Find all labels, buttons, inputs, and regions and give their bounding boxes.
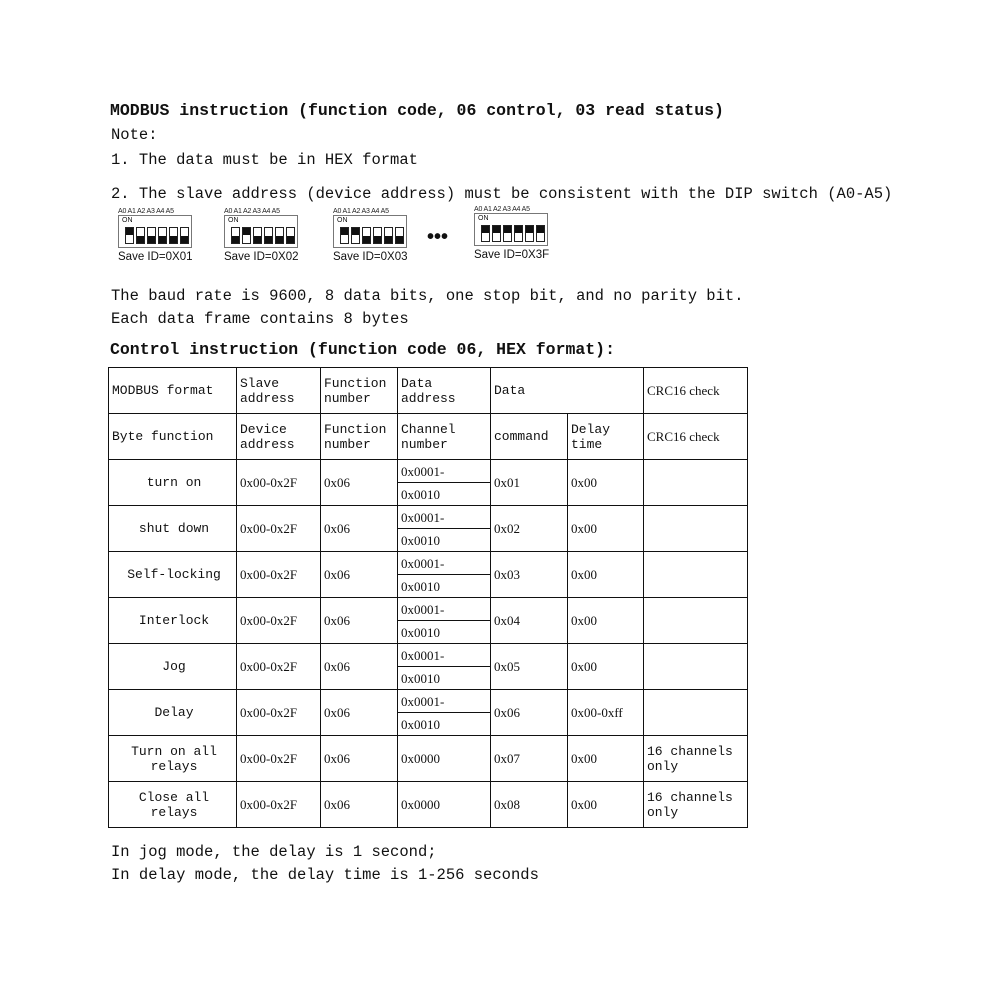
- dip-toggle: [231, 227, 240, 244]
- dip-toggle-knob: [126, 228, 133, 235]
- row-function-name: Close all relays: [109, 782, 237, 828]
- dip-toggle-knob: [254, 236, 261, 243]
- row-address: 0x00-0x2F: [237, 690, 321, 736]
- header-byte-function: Byte function: [109, 414, 237, 460]
- row-note: [644, 644, 748, 690]
- dip-toggle: [525, 225, 534, 242]
- ellipsis: •••: [427, 226, 449, 248]
- dip-switch-body: [224, 215, 298, 248]
- footer-jog-note: In jog mode, the delay is 1 second;: [111, 843, 437, 861]
- row-channel-end: 0x0010: [398, 483, 491, 506]
- dip-toggle-knob: [504, 226, 511, 233]
- row-note: [644, 598, 748, 644]
- table-row: [109, 644, 748, 667]
- dip-pin-labels: A0 A1 A2 A3 A4 A5: [474, 206, 530, 213]
- row-function-code: 0x06: [321, 644, 398, 690]
- dip-toggle: [340, 227, 349, 244]
- dip-on-label: ON: [478, 215, 489, 222]
- note-slave-address: 2. The slave address (device address) must be consistent with the DIP switch (A0-A5): [111, 185, 893, 203]
- dip-on-label: ON: [228, 217, 239, 224]
- row-address: 0x00-0x2F: [237, 736, 321, 782]
- baud-rate-text: The baud rate is 9600, 8 data bits, one stop bit, and no parity bit.: [111, 287, 744, 305]
- row-command: 0x07: [491, 736, 568, 782]
- row-function-code: 0x06: [321, 552, 398, 598]
- row-channel: 0x0000: [398, 782, 491, 828]
- row-channel-start: 0x0001-: [398, 598, 491, 621]
- row-function-code: 0x06: [321, 736, 398, 782]
- dip-toggle-knob: [170, 236, 177, 243]
- header-function-number: Function number: [321, 368, 398, 414]
- dip-toggle-knob: [385, 236, 392, 243]
- row-function-name: Delay: [109, 690, 237, 736]
- row-command: 0x08: [491, 782, 568, 828]
- row-delay: 0x00: [568, 598, 644, 644]
- row-command: 0x04: [491, 598, 568, 644]
- row-function-code: 0x06: [321, 460, 398, 506]
- dip-pin-labels: A0 A1 A2 A3 A4 A5: [333, 208, 389, 215]
- table-row: [109, 690, 748, 713]
- row-address: 0x00-0x2F: [237, 552, 321, 598]
- dip-toggle-knob: [181, 236, 188, 243]
- row-address: 0x00-0x2F: [237, 644, 321, 690]
- frame-text: Each data frame contains 8 bytes: [111, 310, 409, 328]
- dip-toggle: [373, 227, 382, 244]
- dip-toggle-knob: [137, 236, 144, 243]
- row-address: 0x00-0x2F: [237, 460, 321, 506]
- dip-toggle-knob: [515, 226, 522, 233]
- dip-switch-body: [474, 213, 548, 246]
- footer-delay-note: In delay mode, the delay time is 1-256 seconds: [111, 866, 539, 884]
- dip-toggle: [180, 227, 189, 244]
- dip-on-label: ON: [122, 217, 133, 224]
- table-row: [109, 552, 748, 575]
- dip-toggle: [169, 227, 178, 244]
- header-slave-address: Slave address: [237, 368, 321, 414]
- dip-toggle: [147, 227, 156, 244]
- dip-toggle-knob: [276, 236, 283, 243]
- row-delay: 0x00: [568, 782, 644, 828]
- table-row: [109, 460, 748, 483]
- row-function-code: 0x06: [321, 506, 398, 552]
- dip-toggle-knob: [232, 236, 239, 243]
- dip-pin-labels: A0 A1 A2 A3 A4 A5: [118, 208, 174, 215]
- row-command: 0x03: [491, 552, 568, 598]
- dip-toggle-knob: [537, 226, 544, 233]
- dip-toggle-knob: [352, 228, 359, 235]
- row-address: 0x00-0x2F: [237, 782, 321, 828]
- dip-toggle-knob: [341, 228, 348, 235]
- dip-toggle-knob: [287, 236, 294, 243]
- table-row: [109, 598, 748, 621]
- row-function-code: 0x06: [321, 598, 398, 644]
- note-label: Note:: [111, 126, 158, 144]
- row-note: 16 channels only: [644, 736, 748, 782]
- dip-toggle: [384, 227, 393, 244]
- row-function-name: shut down: [109, 506, 237, 552]
- dip-toggle-knob: [265, 236, 272, 243]
- dip-id-label: Save ID=0X01: [118, 251, 193, 263]
- header-modbus-format: MODBUS format: [109, 368, 237, 414]
- row-function-name: Turn on all relays: [109, 736, 237, 782]
- header-delay-time: Delay time: [568, 414, 644, 460]
- dip-toggle-knob: [363, 236, 370, 243]
- row-delay: 0x00-0xff: [568, 690, 644, 736]
- dip-toggle: [136, 227, 145, 244]
- dip-switch-0x3f: [474, 206, 549, 261]
- dip-toggle-knob: [159, 236, 166, 243]
- dip-on-label: ON: [337, 217, 348, 224]
- control-heading: Control instruction (function code 06, HEX format):: [110, 340, 615, 359]
- dip-switch-0x01: [118, 208, 192, 263]
- row-note: [644, 506, 748, 552]
- row-function-name: turn on: [109, 460, 237, 506]
- header-crc: CRC16 check: [644, 414, 748, 460]
- row-channel-end: 0x0010: [398, 529, 491, 552]
- dip-switch-0x03: [333, 208, 407, 263]
- modbus-control-table: [108, 367, 748, 828]
- row-channel-end: 0x0010: [398, 621, 491, 644]
- row-function-name: Jog: [109, 644, 237, 690]
- dip-toggle: [242, 227, 251, 244]
- row-delay: 0x00: [568, 460, 644, 506]
- dip-toggle: [503, 225, 512, 242]
- dip-toggle: [275, 227, 284, 244]
- header-device-address: Device address: [237, 414, 321, 460]
- page-title: MODBUS instruction (function code, 06 control, 03 read status): [110, 101, 724, 120]
- header-function-number: Function number: [321, 414, 398, 460]
- dip-toggle: [481, 225, 490, 242]
- dip-toggle-knob: [148, 236, 155, 243]
- row-channel: 0x0000: [398, 736, 491, 782]
- table-row: [109, 736, 748, 782]
- row-address: 0x00-0x2F: [237, 598, 321, 644]
- row-command: 0x01: [491, 460, 568, 506]
- dip-toggle: [536, 225, 545, 242]
- dip-switch-0x02: [224, 208, 298, 263]
- dip-toggle: [158, 227, 167, 244]
- table-header-row: [109, 414, 748, 460]
- header-data: Data: [491, 368, 644, 414]
- table-row: [109, 782, 748, 828]
- row-note: [644, 460, 748, 506]
- dip-id-label: Save ID=0X03: [333, 251, 408, 263]
- table-row: [109, 506, 748, 529]
- dip-switch-body: [333, 215, 407, 248]
- dip-toggle-knob: [526, 226, 533, 233]
- row-function-code: 0x06: [321, 782, 398, 828]
- row-command: 0x05: [491, 644, 568, 690]
- dip-toggle: [253, 227, 262, 244]
- row-channel-start: 0x0001-: [398, 644, 491, 667]
- row-channel-start: 0x0001-: [398, 690, 491, 713]
- note-hex-format: 1. The data must be in HEX format: [111, 151, 418, 169]
- row-channel-start: 0x0001-: [398, 460, 491, 483]
- dip-toggle-knob: [482, 226, 489, 233]
- row-delay: 0x00: [568, 644, 644, 690]
- row-delay: 0x00: [568, 552, 644, 598]
- table-header-row: [109, 368, 748, 414]
- dip-pin-labels: A0 A1 A2 A3 A4 A5: [224, 208, 280, 215]
- dip-toggle: [492, 225, 501, 242]
- dip-toggle: [351, 227, 360, 244]
- row-delay: 0x00: [568, 506, 644, 552]
- row-channel-end: 0x0010: [398, 575, 491, 598]
- row-delay: 0x00: [568, 736, 644, 782]
- row-channel-start: 0x0001-: [398, 506, 491, 529]
- dip-id-label: Save ID=0X3F: [474, 249, 550, 261]
- dip-toggle: [286, 227, 295, 244]
- header-crc: CRC16 check: [644, 368, 748, 414]
- header-channel-number: Channel number: [398, 414, 491, 460]
- row-function-name: Self-locking: [109, 552, 237, 598]
- row-channel-end: 0x0010: [398, 713, 491, 736]
- header-data-address: Data address: [398, 368, 491, 414]
- dip-toggle-knob: [493, 226, 500, 233]
- dip-toggle: [514, 225, 523, 242]
- row-channel-start: 0x0001-: [398, 552, 491, 575]
- dip-toggle-knob: [374, 236, 381, 243]
- row-function-name: Interlock: [109, 598, 237, 644]
- dip-toggle-knob: [243, 228, 250, 235]
- row-command: 0x02: [491, 506, 568, 552]
- dip-switch-body: [118, 215, 192, 248]
- row-channel-end: 0x0010: [398, 667, 491, 690]
- row-note: 16 channels only: [644, 782, 748, 828]
- dip-toggle: [395, 227, 404, 244]
- dip-toggle: [362, 227, 371, 244]
- row-function-code: 0x06: [321, 690, 398, 736]
- row-note: [644, 552, 748, 598]
- dip-toggle-knob: [396, 236, 403, 243]
- dip-toggle: [264, 227, 273, 244]
- dip-toggle: [125, 227, 134, 244]
- row-address: 0x00-0x2F: [237, 506, 321, 552]
- dip-id-label: Save ID=0X02: [224, 251, 299, 263]
- header-command: command: [491, 414, 568, 460]
- row-note: [644, 690, 748, 736]
- row-command: 0x06: [491, 690, 568, 736]
